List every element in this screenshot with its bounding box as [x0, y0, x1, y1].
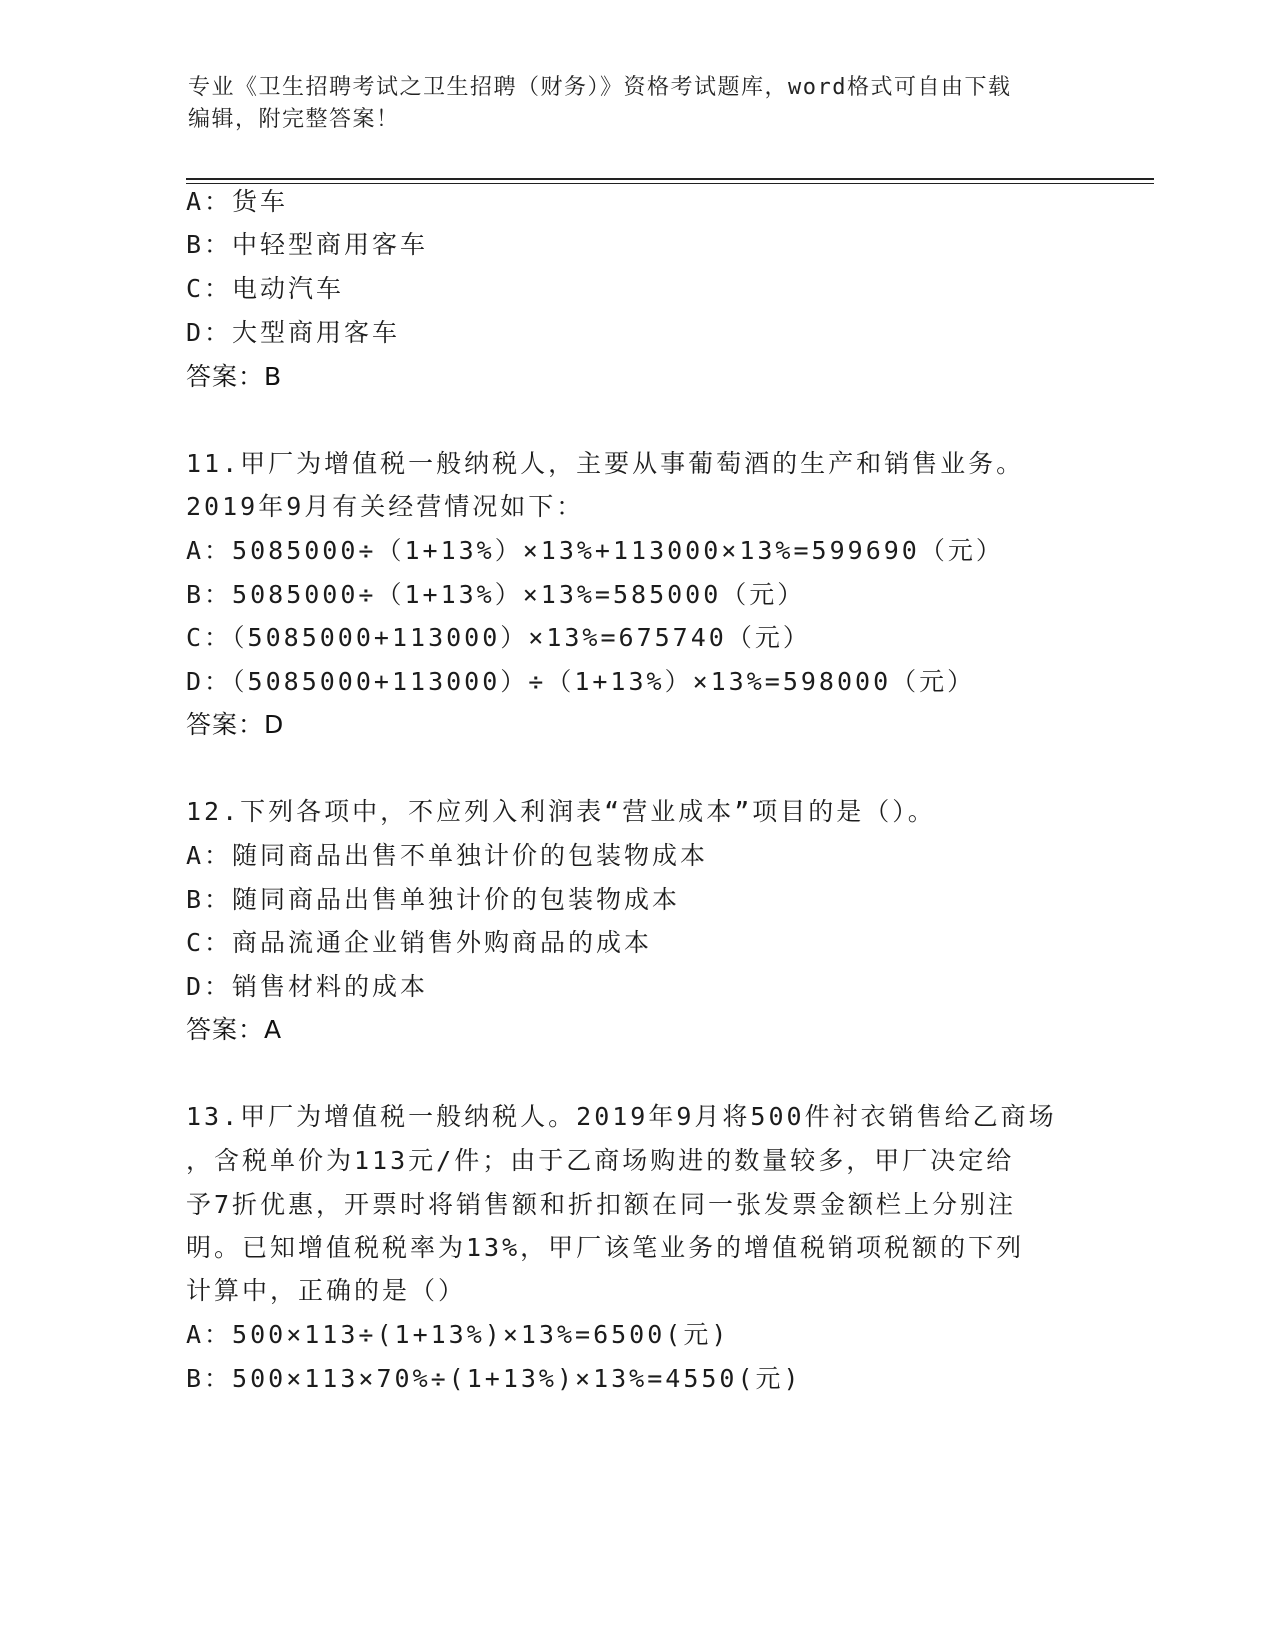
q13-stem-line-1: 13.甲厂为增值税一般纳税人。2019年9月将500件衬衣销售给乙商场: [186, 1102, 1057, 1131]
q12-stem-line-1: 12.下列各项中，不应列入利润表“营业成本”项目的是（）。: [186, 797, 936, 826]
q12-answer: 答案：A: [186, 1015, 283, 1044]
header-divider-thick: [186, 178, 1154, 180]
q12-option-c: C：商品流通企业销售外购商品的成本: [186, 928, 653, 957]
q11-stem-line-2: 2019年9月有关经营情况如下：: [186, 492, 585, 521]
q10-option-b: B：中轻型商用客车: [186, 230, 429, 259]
q12-option-a: A：随同商品出售不单独计价的包装物成本: [186, 841, 709, 870]
q10-answer: 答案：B: [186, 362, 283, 391]
q11-option-b: B：5085000÷（1+13%）×13%=585000（元）: [186, 580, 806, 609]
q11-option-c: C：（5085000+113000）×13%=675740（元）: [186, 623, 811, 652]
header-line-1: 专业《卫生招聘考试之卫生招聘（财务）》资格考试题库，word格式可自由下载: [188, 75, 1012, 100]
q10-option-d: D：大型商用客车: [186, 318, 401, 347]
header-divider-thin: [186, 183, 1154, 184]
q11-stem-line-1: 11.甲厂为增值税一般纳税人，主要从事葡萄酒的生产和销售业务。: [186, 449, 1025, 478]
q13-stem-line-4: 明。已知增值税税率为13%，甲厂该笔业务的增值税销项税额的下列: [186, 1233, 1025, 1262]
q13-option-b: B：500×113×70%÷(1+13%)×13%=4550(元): [186, 1364, 802, 1393]
q13-stem-line-2: ，含税单价为113元/件；由于乙商场购进的数量较多，甲厂决定给: [186, 1146, 1015, 1175]
q13-option-a: A：500×113÷(1+13%)×13%=6500(元): [186, 1320, 730, 1349]
q11-option-d: D：（5085000+113000）÷（1+13%）×13%=598000（元）: [186, 667, 976, 696]
q11-option-a: A：5085000÷（1+13%）×13%+113000×13%=599690（元）: [186, 536, 1004, 565]
q12-option-d: D：销售材料的成本: [186, 972, 429, 1001]
q12-option-b: B：随同商品出售单独计价的包装物成本: [186, 885, 681, 914]
q10-option-a: A：货车: [186, 187, 289, 216]
q13-stem-line-5: 计算中，正确的是（）: [186, 1276, 467, 1305]
q10-option-c: C：电动汽车: [186, 274, 345, 303]
header-line-2: 编辑，附完整答案！: [188, 107, 400, 132]
q11-answer: 答案：D: [186, 710, 285, 739]
document-header: [188, 72, 1088, 136]
q13-stem-line-3: 予7折优惠，开票时将销售额和折扣额在同一张发票金额栏上分别注: [186, 1190, 1017, 1219]
